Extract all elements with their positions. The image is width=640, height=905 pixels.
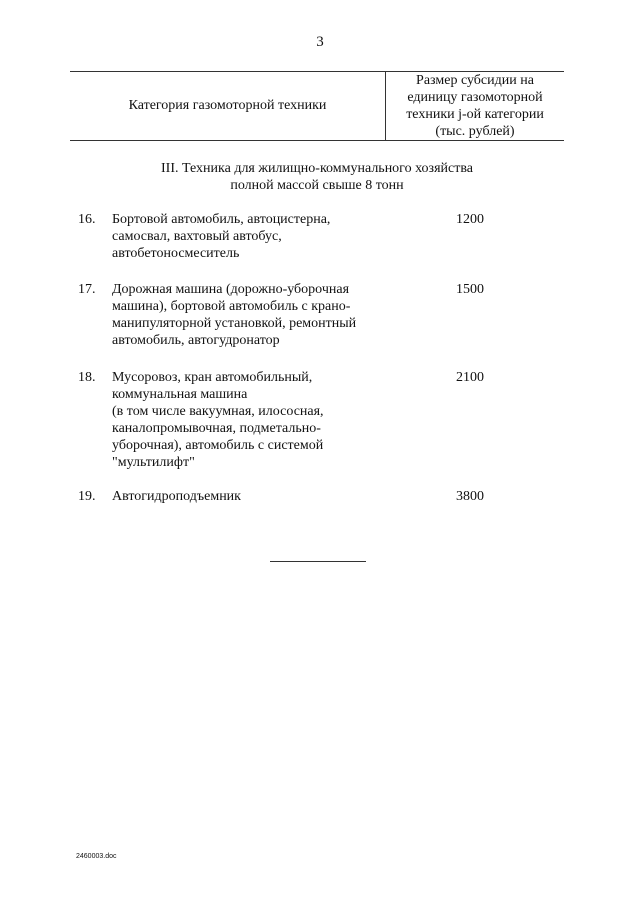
footer-filename: 2460003.doc bbox=[76, 853, 117, 860]
section-title: III. Техника для жилищно-коммунального хозяйства полной массой свыше 8 тонн bbox=[161, 161, 473, 193]
row-description: Автогидроподъемник bbox=[112, 489, 241, 504]
row-value: 3800 bbox=[456, 489, 484, 504]
row-number: 18. bbox=[78, 370, 96, 385]
row-number: 16. bbox=[78, 212, 96, 227]
row-description: Бортовой автомобиль, автоцистерна, самосвал, вахтовый автобус, автобетоносмеситель bbox=[112, 212, 331, 261]
row-number: 17. bbox=[78, 282, 96, 297]
header-subsidy: Размер субсидии на единицу газомоторной техники j-ой категории (тыс. рублей) bbox=[406, 73, 544, 139]
row-description: Мусоровоз, кран автомобильный, коммунальная машина (в том числе вакуумная, илососная, каналопромывочная, подметально- уборочная), автомобиль с системой "мультилифт" bbox=[112, 370, 324, 470]
row-value: 2100 bbox=[456, 370, 484, 385]
page-number: 3 bbox=[316, 34, 324, 50]
row-value: 1200 bbox=[456, 212, 484, 227]
row-description: Дорожная машина (дорожно-уборочная машина), бортовой автомобиль с крано- манипуляторной установкой, ремонтный автомобиль, автогудронатор bbox=[112, 282, 357, 348]
header-category: Категория газомоторной техники bbox=[128, 98, 327, 113]
row-value: 1500 bbox=[456, 282, 484, 297]
end-of-table-rule bbox=[270, 561, 366, 562]
row-number: 19. bbox=[78, 489, 96, 504]
table-header-bottom-rule bbox=[70, 140, 564, 141]
